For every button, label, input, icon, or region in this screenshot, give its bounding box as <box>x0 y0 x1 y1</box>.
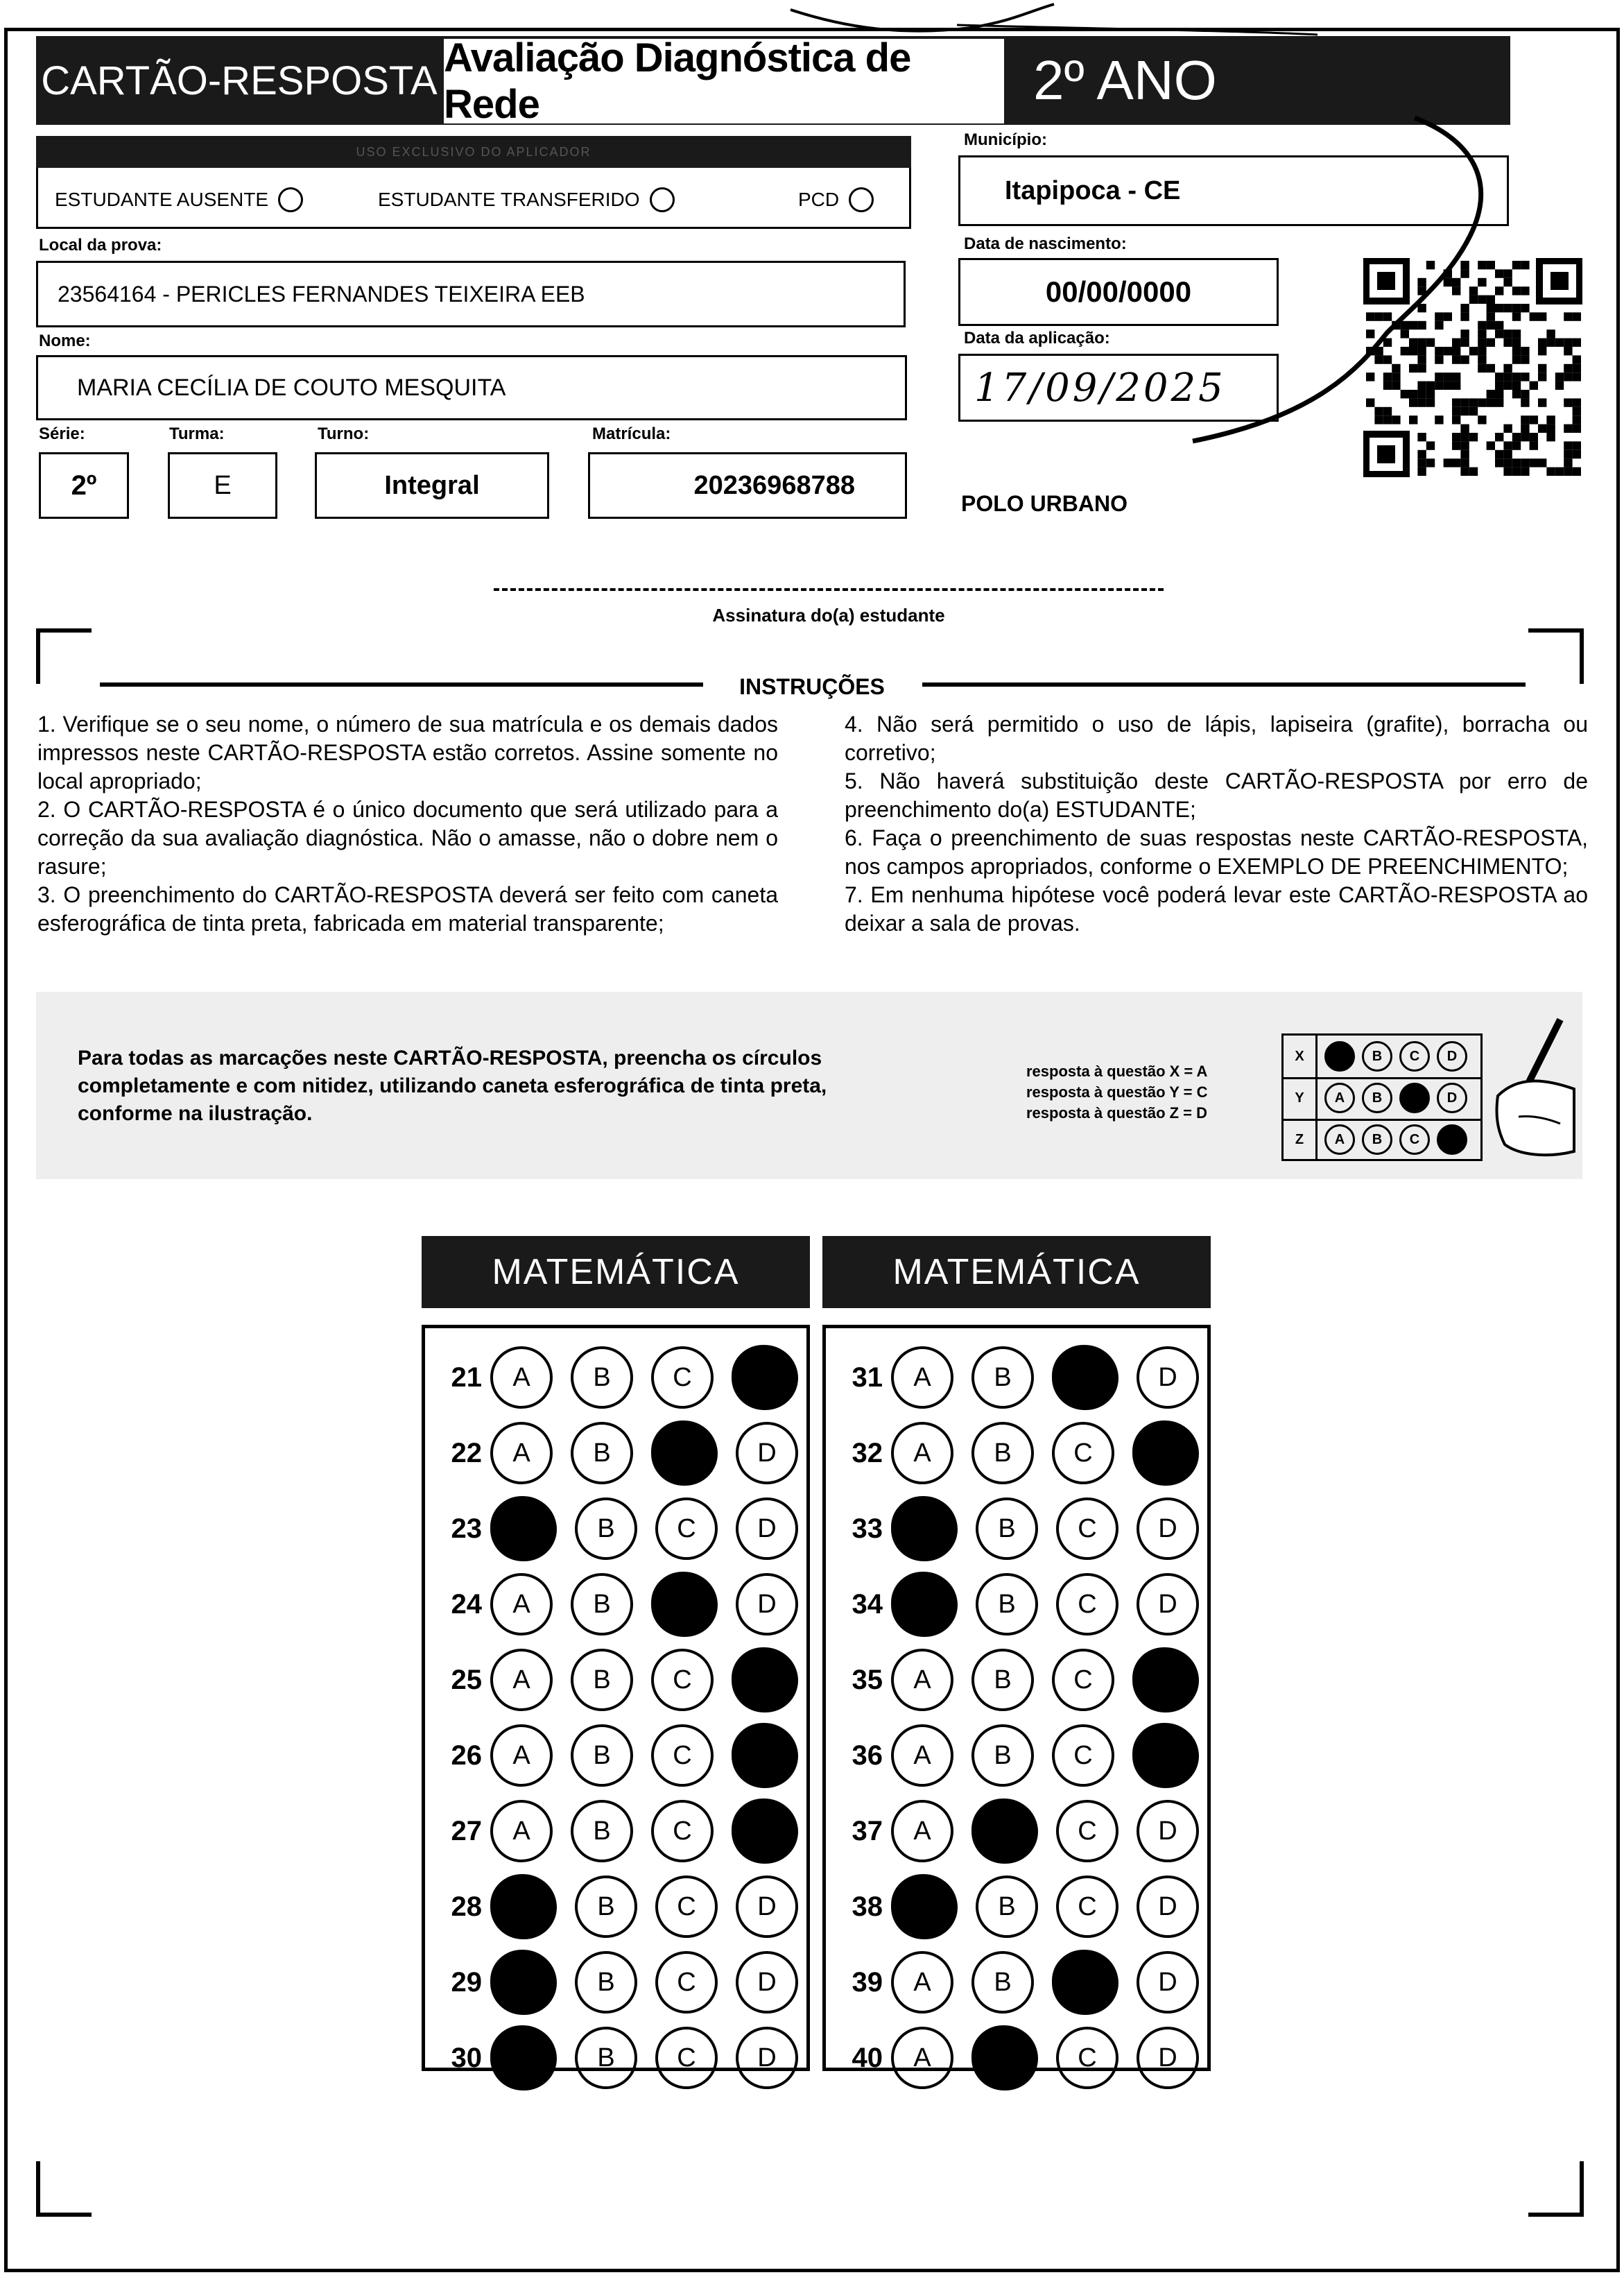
answer-bubble-a[interactable] <box>490 1874 557 1939</box>
answer-bubble-b[interactable]: B <box>971 1649 1034 1711</box>
question-row <box>826 1491 1199 1567</box>
answer-bubble-c[interactable]: C <box>655 1951 718 2014</box>
answer-bubble-b[interactable]: B <box>575 1875 637 1938</box>
applicator-use-bar: USO EXCLUSIVO DO APLICADOR <box>36 136 911 168</box>
name-value: MARIA CECÍLIA DE COUTO MESQUITA <box>77 374 506 401</box>
answer-bubble-a[interactable]: A <box>490 1800 553 1862</box>
answer-bubble-b[interactable]: B <box>571 1346 633 1409</box>
answer-bubble-c[interactable]: C <box>1052 1422 1114 1484</box>
answer-bubble-a[interactable] <box>891 1572 958 1637</box>
answer-bubble-a[interactable]: A <box>490 1422 553 1484</box>
answer-bubble-d[interactable] <box>1132 1647 1199 1712</box>
answer-bubble-d[interactable]: D <box>736 1875 798 1938</box>
answer-bubble-a[interactable]: A <box>891 1346 953 1409</box>
example-bubble-b: B <box>1362 1083 1392 1113</box>
exam-title: Avaliação Diagnóstica de Rede <box>444 39 1004 123</box>
serie-field <box>39 452 129 519</box>
example-row <box>1284 1119 1480 1160</box>
answer-bubble-b[interactable] <box>971 2025 1038 2091</box>
example-question: X <box>1284 1036 1318 1077</box>
local-label: Local da prova: <box>39 236 162 255</box>
answer-bubble-c[interactable]: C <box>1052 1649 1114 1711</box>
answer-bubble-d[interactable]: D <box>1137 1573 1199 1636</box>
pen-hand-icon <box>1456 1013 1581 1165</box>
answer-bubble-a[interactable] <box>490 1496 557 1561</box>
answer-bubble-b[interactable]: B <box>976 1573 1038 1636</box>
matricula-label: Matrícula: <box>592 424 671 443</box>
signature-line[interactable] <box>494 588 1164 591</box>
question-number: 28 <box>451 1891 482 1922</box>
question-number: 30 <box>451 2042 482 2073</box>
municipio-value: Itapipoca - CE <box>1005 175 1181 205</box>
instruction-item: 7. Em nenhuma hipótese você poderá levar este CARTÃO-RESPOSTA ao deixar a sala de provas. <box>845 882 1588 936</box>
answer-bubble-c[interactable] <box>1052 1345 1118 1410</box>
subject-header: MATEMÁTICA <box>422 1236 810 1308</box>
signature-label: Assinatura do(a) estudante <box>712 605 945 626</box>
answer-bubble-c[interactable]: C <box>1056 1875 1118 1938</box>
question-number: 38 <box>852 1891 883 1922</box>
question-row <box>425 1415 798 1491</box>
transferred-radio[interactable] <box>650 187 675 212</box>
answer-bubble-c[interactable]: C <box>655 1875 718 1938</box>
legend-line: resposta à questão Z = D <box>1026 1104 1208 1122</box>
answer-bubble-d[interactable]: D <box>736 1573 798 1636</box>
question-row <box>425 1491 798 1567</box>
answer-bubble-b[interactable]: B <box>976 1875 1038 1938</box>
instruction-item: 3. O preenchimento do CARTÃO-RESPOSTA deverá ser feito com caneta esferográfica de tinta preta, fabricada em material transparente; <box>37 882 778 936</box>
example-bubble-d: D <box>1437 1124 1467 1155</box>
turno-field <box>315 452 549 519</box>
answer-bubble-c[interactable]: C <box>651 1800 714 1862</box>
question-number: 35 <box>852 1664 883 1695</box>
transferred-label: ESTUDANTE TRANSFERIDO <box>378 189 640 210</box>
question-number: 22 <box>451 1437 482 1468</box>
answer-bubble-d[interactable]: D <box>1137 1800 1199 1862</box>
answer-bubble-b[interactable]: B <box>571 1573 633 1636</box>
turma-label: Turma: <box>169 424 225 443</box>
answer-bubble-a[interactable] <box>891 1496 958 1561</box>
answer-bubble-d[interactable]: D <box>1137 1951 1199 2014</box>
answer-bubble-b[interactable]: B <box>575 1497 637 1560</box>
example-bubble-b: B <box>1362 1041 1392 1072</box>
answer-bubble-b[interactable]: B <box>571 1800 633 1862</box>
answer-bubble-c[interactable]: C <box>1056 1800 1118 1862</box>
answer-bubble-b[interactable]: B <box>971 1951 1034 2014</box>
example-row <box>1284 1077 1480 1121</box>
instructions-left-column <box>37 710 778 938</box>
corner-mark-bottom-right <box>1528 2161 1584 2217</box>
question-row <box>826 1944 1199 2020</box>
question-number: 39 <box>852 1966 883 1998</box>
application-date-label: Data da aplicação: <box>964 329 1110 347</box>
answer-bubble-c[interactable]: C <box>651 1346 714 1409</box>
transferred-flag[interactable] <box>378 187 675 212</box>
example-bubble-c: C <box>1399 1083 1430 1113</box>
serie-value: 2º <box>71 470 97 501</box>
instructions-right-column <box>845 710 1588 938</box>
turma-value: E <box>214 470 232 500</box>
answer-bubble-d[interactable] <box>732 1647 798 1712</box>
birthdate-value: 00/00/0000 <box>1045 275 1192 308</box>
answer-bubble-c[interactable]: C <box>1056 1573 1118 1636</box>
answer-bubble-a[interactable]: A <box>490 1724 553 1787</box>
answer-bubble-a[interactable]: A <box>490 1649 553 1711</box>
answer-bubble-c[interactable] <box>651 1420 718 1486</box>
question-number: 27 <box>451 1815 482 1846</box>
turno-value: Integral <box>384 470 480 500</box>
answer-bubble-d[interactable] <box>1132 1723 1199 1788</box>
answer-bubble-b[interactable]: B <box>575 2027 637 2089</box>
example-bubble-a: A <box>1324 1124 1355 1155</box>
answer-bubble-c[interactable]: C <box>655 2027 718 2089</box>
turno-label: Turno: <box>318 424 370 443</box>
answer-bubble-a[interactable]: A <box>891 1649 953 1711</box>
instruction-item: 5. Não haverá substituição deste CARTÃO-RESPOSTA por erro de preenchimento do(a) ESTUDANTE; <box>845 769 1588 822</box>
polo-label: POLO URBANO <box>961 491 1128 516</box>
answer-grid <box>422 1325 810 2071</box>
answer-bubble-b[interactable]: B <box>976 1497 1038 1560</box>
example-bubble-a: A <box>1324 1083 1355 1113</box>
question-number: 31 <box>852 1362 883 1393</box>
question-row <box>826 1642 1199 1718</box>
answer-bubble-d[interactable] <box>732 1723 798 1788</box>
answer-bubble-c[interactable] <box>1052 1950 1118 2015</box>
serie-label: Série: <box>39 424 85 443</box>
answer-bubble-c[interactable]: C <box>651 1649 714 1711</box>
subject-header: MATEMÁTICA <box>822 1236 1211 1308</box>
instruction-item: 1. Verifique se o seu nome, o número de sua matrícula e os demais dados impressos neste CARTÃO-RESPOSTA estão corretos. Assine somente no local apropriado; <box>37 712 778 793</box>
question-row <box>826 1717 1199 1794</box>
question-row <box>826 1566 1199 1642</box>
answer-bubble-a[interactable]: A <box>891 1724 953 1787</box>
grade-label: 2º ANO <box>1033 49 1217 111</box>
answer-bubble-d[interactable]: D <box>1137 1346 1199 1409</box>
turma-field <box>168 452 277 519</box>
card-title: CARTÃO-RESPOSTA <box>41 58 438 103</box>
municipio-label: Município: <box>964 130 1047 149</box>
local-value: 23564164 - PERICLES FERNANDES TEIXEIRA EEB <box>58 281 585 307</box>
question-number: 40 <box>852 2042 883 2073</box>
question-number: 37 <box>852 1815 883 1846</box>
name-label: Nome: <box>39 332 91 350</box>
question-number: 25 <box>451 1664 482 1695</box>
answer-bubble-a[interactable]: A <box>490 1573 553 1636</box>
instruction-item: 4. Não será permitido o uso de lápis, lapiseira (grafite), borracha ou corretivo; <box>845 712 1588 765</box>
pen-scribble <box>763 0 1623 486</box>
question-number: 23 <box>451 1513 482 1544</box>
question-row <box>425 1642 798 1718</box>
question-row <box>826 1793 1199 1869</box>
example-bubble-d: D <box>1437 1041 1467 1072</box>
answer-bubble-a[interactable]: A <box>891 1422 953 1484</box>
absent-label: ESTUDANTE AUSENTE <box>55 189 269 210</box>
answer-bubble-c[interactable]: C <box>655 1497 718 1560</box>
question-number: 29 <box>451 1966 482 1998</box>
question-row <box>425 1793 798 1869</box>
example-bubble-a: A <box>1324 1041 1355 1072</box>
example-question: Y <box>1284 1077 1318 1119</box>
answer-bubble-d[interactable] <box>1132 1420 1199 1486</box>
answer-bubble-b[interactable]: B <box>571 1422 633 1484</box>
legend-line: resposta à questão X = A <box>1026 1063 1208 1080</box>
question-row <box>425 1566 798 1642</box>
instruction-item: 6. Faça o preenchimento de suas respostas neste CARTÃO-RESPOSTA, nos campos apropriados, conforme o EXEMPLO DE PREENCHIMENTO; <box>845 825 1588 879</box>
answer-bubble-b[interactable]: B <box>971 1422 1034 1484</box>
question-number: 24 <box>451 1588 482 1620</box>
answer-bubble-c[interactable]: C <box>1052 1724 1114 1787</box>
absent-radio[interactable] <box>278 187 303 212</box>
application-date-value: 17/09/2025 <box>974 365 1226 411</box>
question-number: 21 <box>451 1362 482 1393</box>
question-row <box>425 1944 798 2020</box>
answer-bubble-b[interactable]: B <box>971 1724 1034 1787</box>
question-number: 34 <box>852 1588 883 1620</box>
answer-bubble-d[interactable] <box>732 1798 798 1864</box>
question-row <box>826 1415 1199 1491</box>
answer-bubble-c[interactable]: C <box>651 1724 714 1787</box>
question-row <box>425 2020 798 2096</box>
birthdate-label: Data de nascimento: <box>964 234 1127 253</box>
answer-bubble-c[interactable]: C <box>1056 2027 1118 2089</box>
example-question: Z <box>1284 1119 1318 1160</box>
answer-bubble-d[interactable]: D <box>1137 2027 1199 2089</box>
question-row <box>826 1869 1199 1945</box>
answer-bubble-a[interactable]: A <box>891 2027 953 2089</box>
matricula-value: 20236968788 <box>693 470 855 500</box>
instructions-title: INSTRUÇÕES <box>739 674 885 699</box>
answer-bubble-a[interactable] <box>490 1950 557 2015</box>
answer-bubble-b[interactable]: B <box>571 1724 633 1787</box>
answer-bubble-d[interactable] <box>732 1345 798 1410</box>
corner-mark-bottom-left <box>36 2161 92 2217</box>
example-bubble-c: C <box>1399 1041 1430 1072</box>
fill-example-text: Para todas as marcações neste CARTÃO-RESPOSTA, preencha os círculos completamente e com nitidez, utilizando caneta esferográfica de tinta preta, conforme na ilustração. <box>78 1047 827 1125</box>
answer-bubble-d[interactable]: D <box>1137 1497 1199 1560</box>
question-row <box>425 1339 798 1416</box>
legend-line: resposta à questão Y = C <box>1026 1083 1208 1101</box>
answer-bubble-b[interactable]: B <box>571 1649 633 1711</box>
question-row <box>826 1339 1199 1416</box>
question-row <box>425 1717 798 1794</box>
question-number: 36 <box>852 1740 883 1771</box>
answer-grid <box>822 1325 1211 2071</box>
example-row <box>1284 1036 1480 1079</box>
answer-bubble-d[interactable]: D <box>736 1422 798 1484</box>
answer-bubble-a[interactable]: A <box>891 1951 953 2014</box>
question-row <box>826 2020 1199 2096</box>
answer-bubble-a[interactable]: A <box>891 1800 953 1862</box>
absent-flag[interactable] <box>55 187 303 212</box>
answer-bubble-a[interactable] <box>891 1874 958 1939</box>
example-bubble-b: B <box>1362 1124 1392 1155</box>
question-number: 32 <box>852 1437 883 1468</box>
answer-bubble-d[interactable]: D <box>736 2027 798 2089</box>
answer-bubble-d[interactable]: D <box>736 1497 798 1560</box>
question-number: 26 <box>451 1740 482 1771</box>
question-number: 33 <box>852 1513 883 1544</box>
question-row <box>425 1869 798 1945</box>
fill-example-grid <box>1281 1033 1483 1161</box>
pcd-label: PCD <box>798 189 840 210</box>
answer-bubble-b[interactable] <box>971 1798 1038 1864</box>
example-bubble-d: D <box>1437 1083 1467 1113</box>
example-bubble-c: C <box>1399 1124 1430 1155</box>
answer-bubble-a[interactable] <box>490 2025 557 2091</box>
answer-bubble-d[interactable]: D <box>736 1951 798 2014</box>
answer-bubble-b[interactable]: B <box>575 1951 637 2014</box>
fill-example-legend <box>1026 1061 1207 1124</box>
instruction-item: 2. O CARTÃO-RESPOSTA é o único documento que será utilizado para a correção da sua avaliação diagnóstica. Não o amasse, não o dobre nem o rasure; <box>37 797 778 879</box>
answer-bubble-c[interactable]: C <box>1056 1497 1118 1560</box>
answer-bubble-b[interactable]: B <box>971 1346 1034 1409</box>
answer-bubble-d[interactable]: D <box>1137 1875 1199 1938</box>
answer-bubble-c[interactable] <box>651 1572 718 1637</box>
answer-bubble-a[interactable]: A <box>490 1346 553 1409</box>
